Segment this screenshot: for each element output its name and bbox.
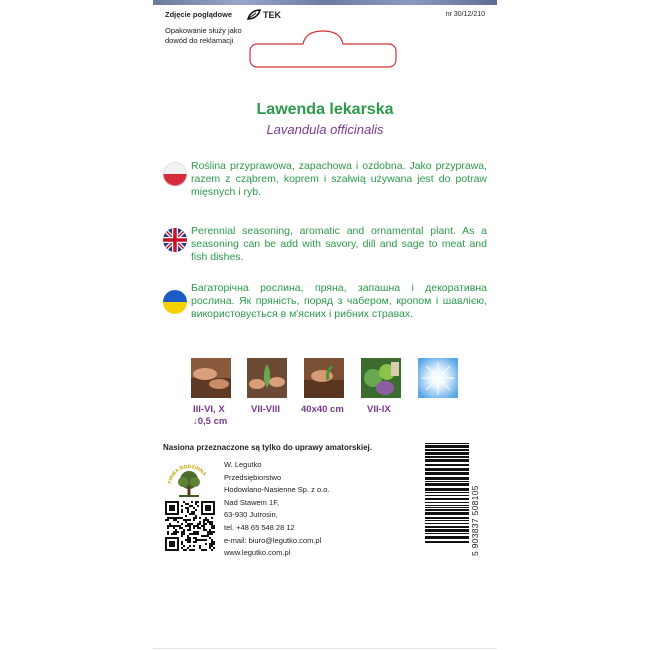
- address-line: W. Legutko: [224, 460, 262, 469]
- product-name: Lawenda lekarska: [256, 101, 394, 118]
- leaf-logo-icon: [247, 9, 261, 20]
- barcode-number: 5 903837 508105: [470, 485, 480, 556]
- description-en: Perennial seasoning, aromatic and ornamental plant. As a seasoning can be add with savory, dill and sage to meat and fish dishes.: [191, 225, 487, 263]
- address-line: www.legutko.com.pl: [224, 548, 291, 558]
- sowing-depth-label: ↓0,5 cm: [193, 416, 228, 427]
- flag-ukraine-icon: [163, 290, 187, 314]
- sun-icon: [418, 358, 458, 398]
- qr-code: [165, 501, 215, 551]
- brand-logo: [247, 9, 281, 20]
- harvest-label: VII-IX: [367, 404, 391, 415]
- address-line: tel. +48 65 548 28 12: [224, 522, 295, 532]
- amateur-note: Nasiona przeznaczone są tylko do uprawy amatorskiej.: [163, 443, 372, 452]
- harvest-icon: [361, 358, 401, 398]
- description-uk: Багаторічна рослина, пряна, запашна і декоративна рослина. Як пряність, поряд з чабером, кропом і шавлією, використовується в м'ясних і рибних стравах.: [191, 282, 487, 320]
- seed-packet: [153, 0, 497, 650]
- family-company-tree-logo: [165, 456, 213, 500]
- flag-uk-icon: [163, 228, 187, 252]
- planting-label: VII-VIII: [251, 404, 281, 415]
- address-line: e-mail: biuro@legutko.com.pl: [224, 535, 322, 545]
- top-image-strip: [153, 0, 497, 5]
- preview-label: Zdjęcie poglądowe: [165, 10, 233, 19]
- product-latin-name: Lavandula officinalis: [266, 122, 384, 137]
- flag-poland-icon: [163, 162, 187, 186]
- address-line: Przedsiębiorstwo: [224, 472, 282, 482]
- sowing-label: III-VI, X: [193, 404, 225, 415]
- planting-icon: [247, 358, 287, 398]
- address-line: Nad Stawem 1F,: [224, 497, 280, 507]
- address-line: Hodowlano-Nasienne Sp. z o.o.: [224, 485, 330, 495]
- company-address: [224, 459, 329, 560]
- spacing-label: 40x40 cm: [301, 404, 344, 415]
- spacing-icon: [304, 358, 344, 398]
- svg-text:FIRMA RODZINNA: FIRMA RODZINNA: [167, 463, 208, 485]
- sowing-icon: [191, 358, 231, 398]
- address-line: 63-930 Jutrosin,: [224, 510, 278, 520]
- brand-name: TEK: [263, 9, 281, 20]
- description-pl: Roślina przyprawowa, zapachowa i ozdobna. Jako przyprawa, razem z cząbrem, koprem i szałwią używana jest do potraw mięsnych i ryb.: [191, 160, 487, 198]
- packaging-note: Opakowanie służy jako dowód do reklamacji: [165, 26, 242, 45]
- order-number: nr 30/12/210: [445, 11, 485, 18]
- date-stamp-field: [249, 30, 397, 68]
- bottom-divider: [153, 648, 497, 649]
